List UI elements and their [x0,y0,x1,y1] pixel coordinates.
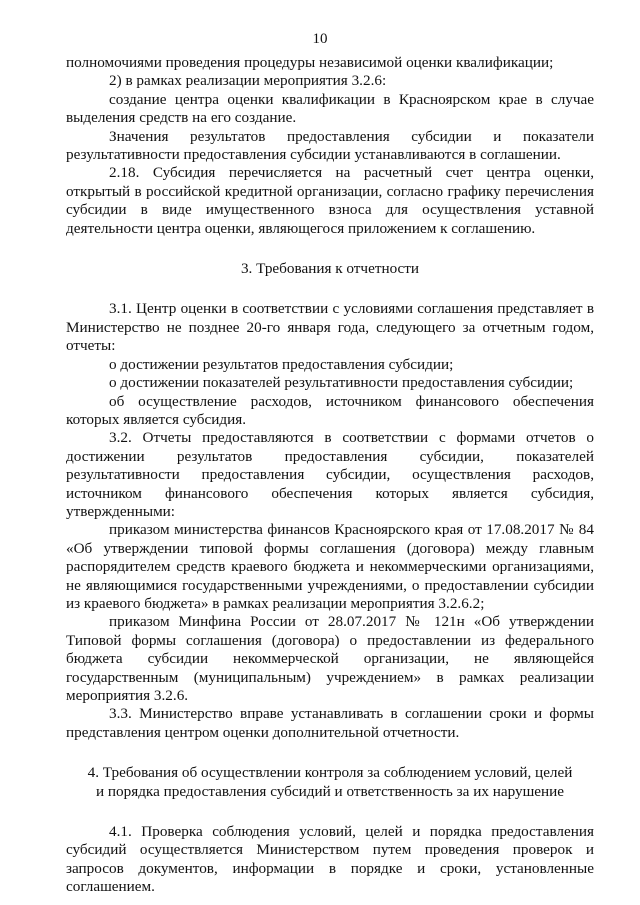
paragraph: приказом Минфина России от 28.07.2017 № 121н «Об утверждении Типовой формы соглашения (договора) о предоставлении из федерального бюджета субсидии некоммерческой организации, не являющейся государственным (муниципальным) учреждением» в рамках реализации мероприятия 3.2.6. [66,613,594,704]
section-heading-4-line-2: и порядка предоставления субсидий и ответственность за их нарушение [95,782,565,800]
paragraph: приказом министерства финансов Красноярского края от 17.08.2017 № 84 «Об утверждении типовой формы соглашения (договора) между главным распорядителем средств краевого бюджета и некоммерческими организациями, не являющимися государственными учреждениями, о предоставлении субсидии из краевого бюджета» в рамках реализации мероприятия 3.2.6.2; [66,521,594,612]
paragraph: о достижении показателей результативности предоставления субсидии; [109,374,574,392]
paragraph: 4.1. Проверка соблюдения условий, целей и порядка предоставления субсидий осуществляется Министерством путем проведения проверок и запросов документов, информации в порядке и сроки, установленные соглашением. [66,823,594,896]
paragraph: 3.1. Центр оценки в соответствии с условиями соглашения представляет в Министерство не позднее 20-го января года, следующего за отчетным годом, отчеты: [66,300,594,355]
paragraph: 3.2. Отчеты предоставляются в соответствии с формами отчетов о достижении результатов предоставления субсидии, показателей результативности предоставления субсидии, осуществления расходов, источником финансового обеспечения которых является субсидия, утвержденными: [66,429,594,520]
paragraph: 3.3. Министерство вправе устанавливать в соглашении сроки и формы представления центром оценки дополнительной отчетности. [66,705,594,741]
paragraph: о достижении результатов предоставления субсидии; [109,355,454,373]
paragraph: Значения результатов предоставления субсидии и показатели результативности предоставления субсидии устанавливаются в соглашении. [66,127,594,164]
section-heading-4-line-1: 4. Требования об осуществлении контроля за соблюдением условий, целей [87,764,573,782]
page-number: 10 [312,31,328,47]
paragraph: 2) в рамках реализации мероприятия 3.2.6: [109,72,387,90]
paragraph: создание центра оценки квалификации в Красноярском крае в случае выделения средств на его создание. [66,90,594,127]
paragraph: полномочиями проведения процедуры независимой оценки квалификации; [66,54,554,71]
paragraph: об осуществление расходов, источником финансового обеспечения которых является субсидия. [66,392,594,428]
paragraph: 2.18. Субсидия перечисляется на расчетный счет центра оценки, открытый в российской кредитной организации, согласно графику перечисления субсидии в виде имущественного взноса для осуществления уставной деятельности центра оценки, являющегося приложением к соглашению. [66,164,594,237]
section-heading-3: 3. Требования к отчетности [240,260,420,278]
document-body [66,54,594,897]
